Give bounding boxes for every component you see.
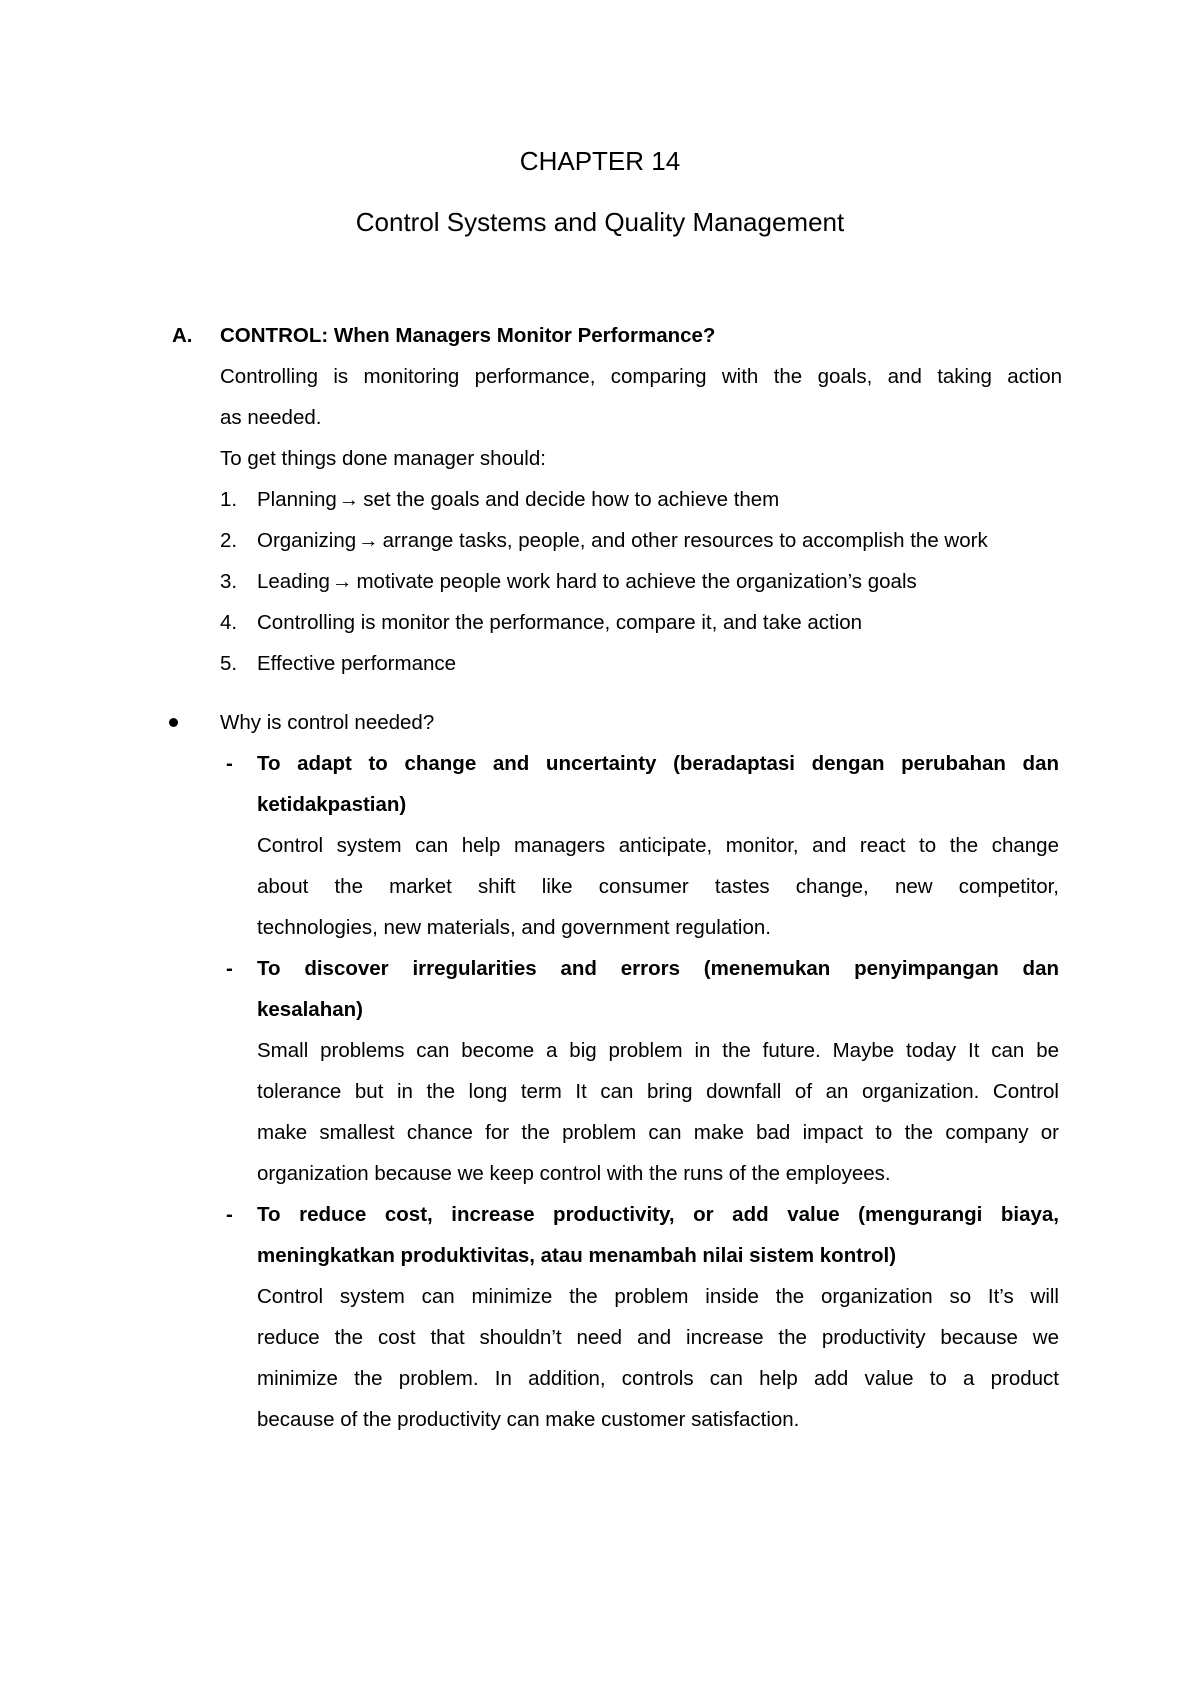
- definition-line: Controlling is monitoring performance, comparing with the goals, and taking action: [220, 365, 1062, 388]
- arrow-right-icon: →: [358, 529, 379, 552]
- bullet-icon: [169, 718, 178, 727]
- list-item-term: Leading: [257, 570, 330, 593]
- chapter-number: CHAPTER 14: [519, 146, 681, 176]
- point-heading: meningkatkan produktivitas, atau menambah nilai sistem kontrol): [257, 1244, 897, 1267]
- list-item: [257, 488, 779, 512]
- list-item-text: arrange tasks, people, and other resources to accomplish the work: [382, 529, 988, 552]
- point-heading: To adapt to change and uncertainty (beradaptasi dengan perubahan dan: [257, 752, 1059, 775]
- point-heading: ketidakpastian): [257, 793, 407, 816]
- point-body: make smallest chance for the problem can make bad impact to the company or: [257, 1121, 1059, 1144]
- list-item-text: set the goals and decide how to achieve them: [363, 488, 780, 511]
- list-number: 1.: [220, 488, 238, 511]
- list-item-text: Effective performance: [257, 652, 457, 675]
- section-marker: A.: [172, 324, 193, 347]
- arrow-right-icon: →: [338, 488, 360, 511]
- question-text: Why is control needed?: [220, 711, 435, 734]
- point-body: Small problems can become a big problem in the future. Maybe today It can be: [257, 1039, 1059, 1062]
- list-item-text: Controlling is monitor the performance, compare it, and take action: [257, 611, 863, 634]
- list-item-text: motivate people work hard to achieve the organization’s goals: [356, 570, 917, 593]
- intro-text: To get things done manager should:: [220, 447, 546, 470]
- chapter-title: Control Systems and Quality Management: [355, 207, 845, 237]
- point-body: Control system can help managers anticipate, monitor, and react to the change: [257, 834, 1059, 857]
- point-body: because of the productivity can make customer satisfaction.: [257, 1408, 800, 1431]
- list-number: 3.: [220, 570, 238, 593]
- dash-marker: -: [226, 752, 233, 775]
- point-body: reduce the cost that shouldn’t need and increase the productivity because we: [257, 1326, 1059, 1349]
- list-item-term: Planning: [257, 488, 337, 511]
- point-heading: To reduce cost, increase productivity, or add value (mengurangi biaya,: [257, 1203, 1059, 1226]
- definition-line: as needed.: [220, 406, 322, 429]
- list-number: 5.: [220, 652, 238, 675]
- list-item: [257, 570, 917, 594]
- section-heading: CONTROL: When Managers Monitor Performance?: [220, 324, 716, 347]
- arrow-right-icon: →: [331, 570, 353, 593]
- point-heading: To discover irregularities and errors (menemukan penyimpangan dan: [257, 957, 1059, 980]
- list-number: 4.: [220, 611, 238, 634]
- point-body: technologies, new materials, and government regulation.: [257, 916, 771, 939]
- dash-marker: -: [226, 1203, 233, 1226]
- point-body: about the market shift like consumer tastes change, new competitor,: [257, 875, 1059, 898]
- point-body: Control system can minimize the problem inside the organization so It’s will: [257, 1285, 1059, 1308]
- point-body: organization because we keep control with the runs of the employees.: [257, 1162, 891, 1185]
- list-item-term: Organizing: [257, 529, 357, 552]
- point-body: minimize the problem. In addition, controls can help add value to a product: [257, 1367, 1059, 1390]
- point-heading: kesalahan): [257, 998, 363, 1021]
- dash-marker: -: [226, 957, 233, 980]
- point-body: tolerance but in the long term It can bring downfall of an organization. Control: [257, 1080, 1059, 1103]
- list-item: [257, 529, 988, 553]
- list-number: 2.: [220, 529, 238, 552]
